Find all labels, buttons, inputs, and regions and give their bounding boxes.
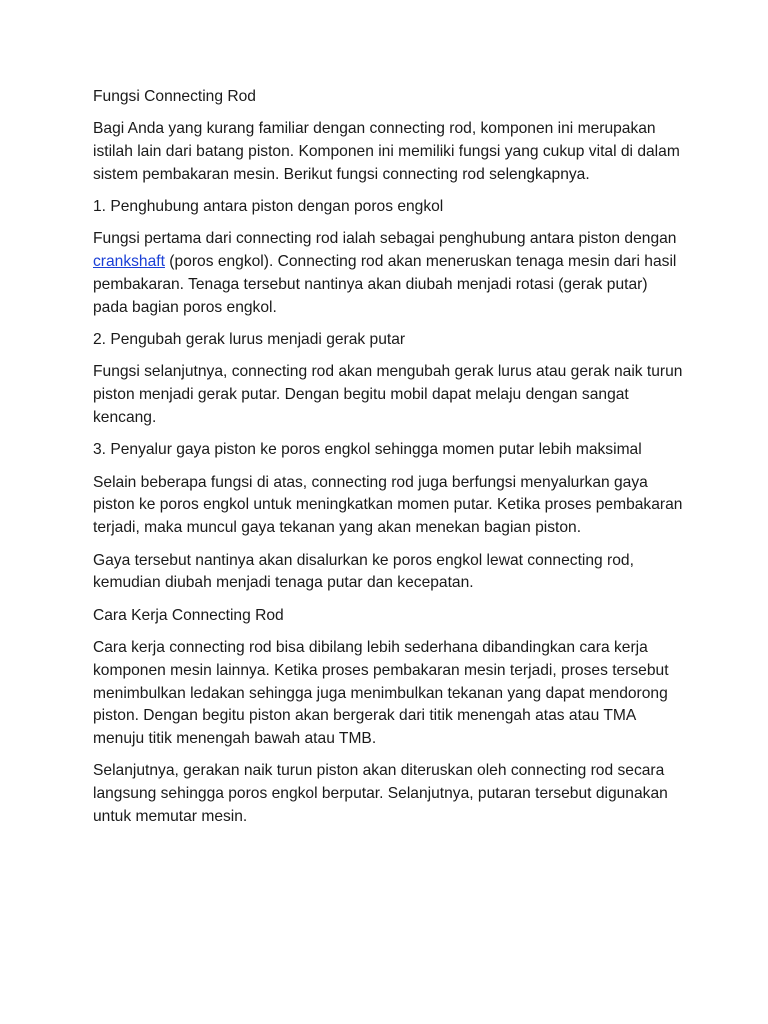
point-3-title: 3. Penyalur gaya piston ke poros engkol sehingga momen putar lebih maksimal (93, 441, 642, 459)
work-paragraph-2: Selanjutnya, gerakan naik turun piston akan diteruskan oleh connecting rod secara langsung sehingga poros engkol berputar. Selanjutnya, putaran tersebut digunakan untuk memutar mesin. (93, 762, 668, 826)
section-heading-fungsi: Fungsi Connecting Rod (93, 88, 256, 105)
point-2-title: 2. Pengubah gerak lurus menjadi gerak putar (93, 331, 406, 349)
point-1-title: 1. Penghubung antara piston dengan poros engkol (93, 198, 444, 216)
point-1-text-before: Fungsi pertama dari connecting rod ialah sebagai penghubung antara piston dengan (93, 230, 677, 248)
point-1-text-after: (poros engkol). Connecting rod akan meneruskan tenaga mesin dari hasil pembakaran. Tenaga tersebut nantinya akan diubah menjadi rotasi (gerak putar) pada bagian poros engkol. (93, 253, 677, 316)
work-paragraph-1: Cara kerja connecting rod bisa dibilang lebih sederhana dibandingkan cara kerja komponen mesin lainnya. Ketika proses pembakaran mesin terjadi, proses tersebut menimbulkan ledakan sehingga juga menimbulkan tekanan yang dapat mendorong piston. Dengan begitu piston akan bergerak dari titik menengah atas atau TMA menuju titik menengah bawah atau TMB. (93, 638, 669, 748)
point-1-paragraph (93, 228, 683, 319)
section-heading-cara-kerja: Cara Kerja Connecting Rod (93, 606, 284, 624)
point-3-paragraph-2: Gaya tersebut nantinya akan disalurkan ke poros engkol lewat connecting rod, kemudian diubah menjadi tenaga putar dan kecepatan. (93, 551, 634, 592)
document-body (93, 86, 683, 838)
point-2-paragraph: Fungsi selanjutnya, connecting rod akan mengubah gerak lurus atau gerak naik turun piston menjadi gerak putar. Dengan begitu mobil dapat melaju dengan sangat kencang. (93, 363, 683, 427)
intro-paragraph: Bagi Anda yang kurang familiar dengan connecting rod, komponen ini merupakan istilah lain dari batang piston. Komponen ini memiliki fungsi yang cukup vital di dalam sistem pembakaran mesin. Berikut fungsi connecting rod selengkapnya. (93, 120, 680, 183)
crankshaft-link[interactable]: crankshaft (93, 253, 165, 271)
point-3-paragraph-1: Selain beberapa fungsi di atas, connecting rod juga berfungsi menyalurkan gaya piston ke poros engkol untuk meningkatkan momen putar. Ketika proses pembakaran terjadi, maka muncul gaya tekanan yang akan menekan bagian piston. (93, 473, 683, 537)
